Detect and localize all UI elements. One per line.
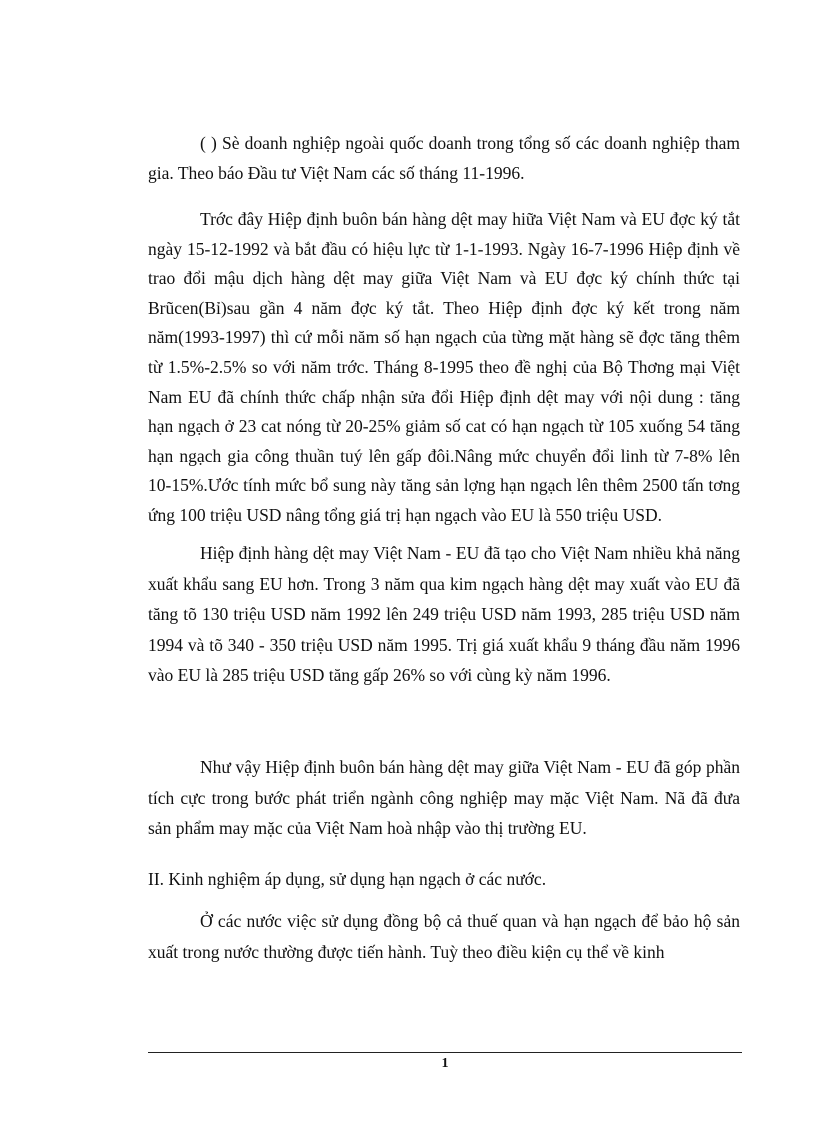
- paragraph-conclusion: [148, 752, 740, 844]
- paragraph-agreement: [148, 205, 740, 531]
- footer-divider: [148, 1052, 742, 1053]
- paragraph-text: Trớc đây Hiệp định buôn bán hàng dệt may hiữa Việt Nam và EU đợc ký tắt ngày 15-12-1992 và bắt đầu có hiệu lực từ 1-1-1993. Ngày 16-7-1996 Hiệp định về trao đổi mậu dịch hàng dệt may giữa Việt Nam và EU đợc ký chính thức tại Brũcen(Bỉ)sau gần 4 năm đợc ký tắt. Theo Hiệp định đợc ký kết trong năm năm(1993-1997) thì cứ mỗi năm số hạn ngạch của từng mặt hàng sẽ đợc tăng thêm từ 1.5%-2.5% so với năm trớc. Tháng 8-1995 theo đề nghị của Bộ Thơng mại Việt Nam EU đã chính thức chấp nhận sửa đổi Hiệp định dệt may với nội dung : tăng hạn ngạch ở 23 cat nóng từ 20-25% giảm số cat có hạn ngạch từ 105 xuống 54 tăng hạn ngạch gia công thuần tuý lên gấp đôi.Nâng mức chuyển đổi linh từ 7-8% lên 10-15%.Ước tính mức bổ sung này tăng sản lợng hạn ngạch lên thêm 2500 tấn tơng ứng 100 triệu USD nâng tổng giá trị hạn ngạch vào EU là 550 triệu USD.: [148, 209, 740, 525]
- paragraph-text: ( ) Sè doanh nghiệp ngoài quốc doanh trong tổng số các doanh nghiệp tham gia. Theo báo Đầu tư Việt Nam các số tháng 11-1996.: [148, 133, 740, 183]
- paragraph-text: Hiệp định hàng dệt may Việt Nam - EU đã tạo cho Việt Nam nhiều khả năng xuất khẩu sang EU hơn. Trong 3 năm qua kim ngạch hàng dệt may xuất vào EU đã tăng tõ 130 triệu USD năm 1992 lên 249 triệu USD năm 1993, 285 triệu USD năm 1994 và tõ 340 - 350 triệu USD năm 1995. Trị giá xuất khẩu 9 tháng đầu năm 1996 vào EU là 285 triệu USD tăng gấp 26% so với cùng kỳ năm 1996.: [148, 543, 740, 685]
- paragraph-export-growth: [148, 538, 740, 691]
- paragraph-source-note: [148, 128, 740, 188]
- paragraph-experience: [148, 906, 740, 968]
- paragraph-text: Ở các nước việc sử dụng đồng bộ cả thuế quan và hạn ngạch để bảo hộ sản xuất trong nước thường được tiến hành. Tuỳ theo điều kiện cụ thể về kinh: [148, 911, 740, 962]
- page-number: 1: [441, 1056, 449, 1071]
- section-heading-text: II. Kinh nghiệm áp dụng, sử dụng hạn ngạch ở các nước.: [148, 869, 547, 889]
- paragraph-text: Như vậy Hiệp định buôn bán hàng dệt may giữa Việt Nam - EU đã góp phần tích cực trong bước phát triển ngành công nghiệp may mặc Việt Nam. Nã đã đưa sản phẩm may mặc của Việt Nam hoà nhập vào thị trường EU.: [148, 757, 740, 838]
- section-heading: [148, 864, 740, 894]
